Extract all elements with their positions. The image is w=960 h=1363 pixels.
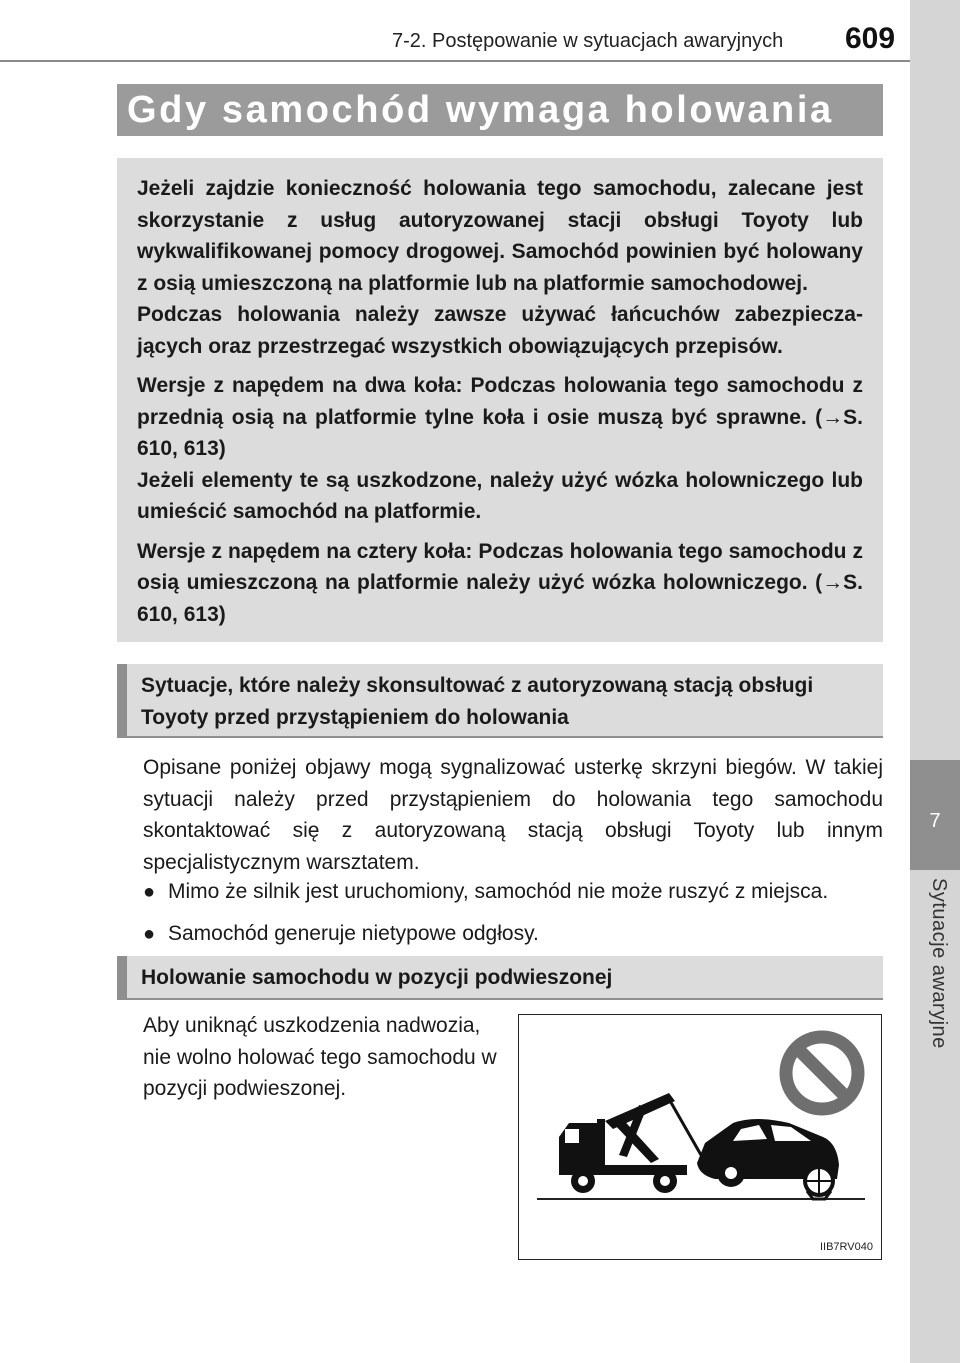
list-item-text: Samochód generuje nietypowe odgłosy. [168,922,539,945]
car-icon [697,1119,839,1199]
tow-truck-prohibited-icon [519,1015,883,1261]
header-section-title: 7-2. Postępowanie w sytuacjach awaryjnych [392,30,784,52]
section-heading-consult: Sytuacje, które należy skonsultować z autoryzowaną stacją obsługi Toyoty przed przystąpieniem do holowania [117,664,883,736]
chapter-title-vertical: Sytuacje awaryjne [928,878,950,1049]
intro-paragraph: Jeżeli zajdzie konieczność holowania tego samochodu, zalecane jest skorzystanie z usług autoryzowanej stacji obsługi Toyoty lub wykwalifikowanej pomocy drogowej. Samochód powinien być holowany z osią umieszczoną na platformie lub na platformie samochodowej. [137,177,863,295]
intro-paragraph: Podczas holowania należy zawsze używać łańcuchów zabezpieczających oraz przestrzegać wszystkich obowiązujących przepisów. [137,303,863,358]
intro-paragraph: Wersje z napędem na cztery koła: Podczas holowania tego samochodu z osią umieszczoną na platformie należy użyć wózka holowniczego. (→S. 610, 613) [137,539,863,626]
section-paragraph: Aby uniknąć uszkodzenia nadwozia, nie wolno holować tego samochodu w pozycji podwieszonej. [143,1014,497,1100]
list-item [143,918,888,950]
intro-paragraph: Wersje z napędem na dwa koła: Podczas holowania tego samochodu z przednią osią na platformie tylne koła i osie muszą być sprawne. (→S. 610, 613) [137,374,863,460]
intro-box [117,158,883,642]
bullet-icon: ● [143,923,156,945]
page-number: 609 [845,22,896,55]
side-chapter-tab [910,760,960,870]
section-paragraph: Opisane poniżej objawy mogą sygnalizować usterkę skrzyni biegów. W takiej sytuacji należy przed przystąpieniem do holowania tego samochodu skontaktować się z autoryzowaną stacją obsługi Toyoty lub innym specjalistycznym warsztatem. [143,756,883,874]
page-title: Gdy samochód wymaga holowania [117,84,883,136]
list-item [143,876,888,908]
chapter-number: 7 [929,810,941,832]
bullet-icon: ● [143,881,156,903]
section-heading-suspended-towing: Holowanie samochodu w pozycji podwieszonej [117,956,883,998]
figure-code: IIB7RV040 [819,1241,873,1253]
side-tab-strip [910,0,960,1363]
header-divider [0,60,910,62]
tow-truck-icon [559,1093,701,1193]
prohibition-icon [786,1037,858,1109]
list-item-text: Mimo że silnik jest uruchomiony, samochód nie może ruszyć z miejsca. [168,880,829,903]
towing-illustration [518,1014,882,1260]
intro-paragraph: Jeżeli elementy te są uszkodzone, należy użyć wózka holowniczego lub umieścić samochód na platformie. [137,468,863,523]
